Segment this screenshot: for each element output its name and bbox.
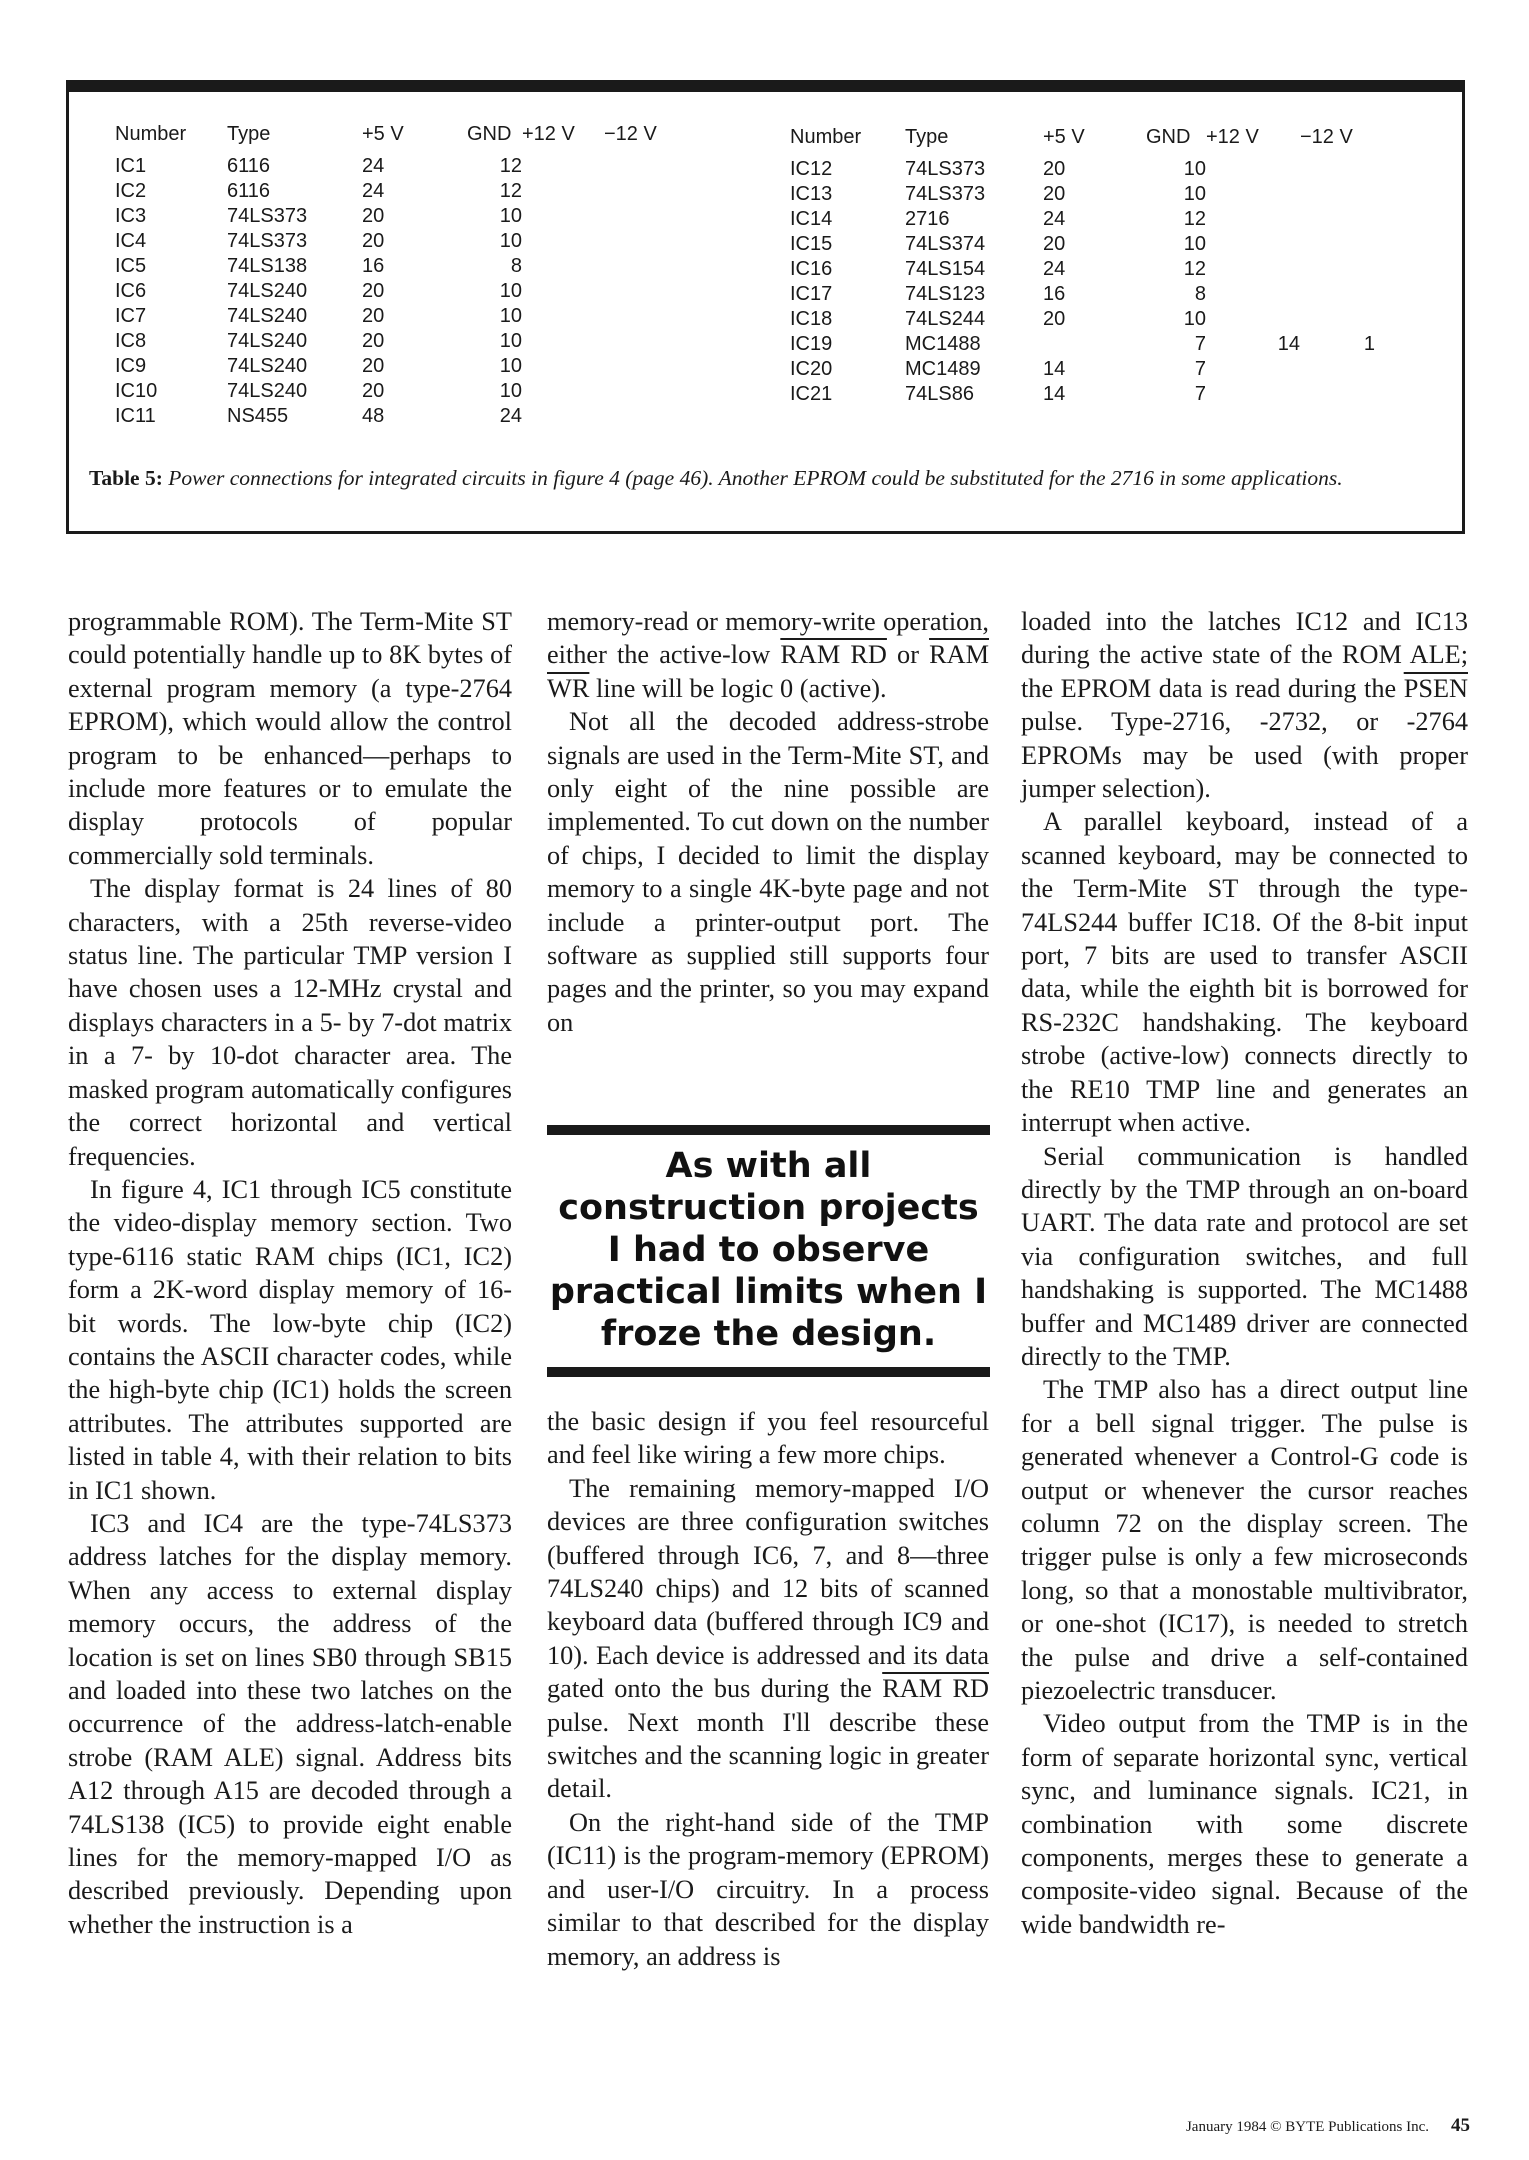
cell-number: IC2 [115,180,147,202]
cell-plus12 [1206,182,1300,207]
cell-gnd: 10 [499,280,522,302]
cell-plus5: 20 [362,230,385,252]
cell-number: IC11 [115,405,156,427]
paragraph [547,605,989,705]
cell-gnd: 10 [499,305,522,327]
cell-number: IC18 [790,308,833,330]
cell-plus12 [1206,307,1300,332]
cell-number: IC1 [115,155,147,177]
cell-plus5: 20 [1043,158,1066,180]
cell-type: MC1488 [905,333,981,355]
cell-minus12 [1300,182,1375,207]
cell-plus12 [522,204,604,229]
cell-number: IC16 [790,258,833,280]
cell-plus12 [1206,232,1300,257]
paragraph: Video output from the TMP is in the form of separate horizontal sync, vertical sync, and luminance signals. IC21, in combination with some discrete components, merges these to generate a composite-video signal. Because of the wide bandwidth re- [1021,1709,1468,1939]
power-table-left [115,122,679,429]
text-run: pulse. Type-2716, -2732, or -2764 EPROMs may be used (with proper jumper selection). [1021,707,1468,804]
table-row [115,154,679,179]
cell-type: 74LS240 [227,305,308,327]
power-table-right [790,125,1375,407]
table-row [790,332,1375,357]
cell-plus12 [1206,207,1300,232]
cell-number: IC12 [790,158,833,180]
table-row [115,329,679,354]
cell-plus5: 24 [1043,258,1066,280]
cell-number: IC4 [115,230,147,252]
cell-type: 74LS374 [905,233,986,255]
cell-type: 74LS86 [905,383,974,405]
table-row [790,257,1375,282]
table-row [115,404,679,429]
table-row [115,304,679,329]
cell-type: 6116 [227,180,271,202]
paragraph: Serial communication is handled directly by the TMP through an on-board UART. The data rate and protocol are set via configuration switches, and full handshaking is supported. The MC1488 buffer and MC1489 driver are connected directly to the TMP. [1021,1141,1468,1371]
cell-type: MC1489 [905,358,981,380]
cell-minus12: 1 [1363,333,1375,355]
cell-number: IC3 [115,205,147,227]
paragraph [1021,605,1468,805]
cell-plus12 [522,404,604,429]
cell-type: 2716 [905,208,950,230]
cell-number: IC13 [790,183,833,205]
table-row [790,157,1375,182]
text-run: pulse. Next month I'll describe these switches and the scanning logic in greater detail. [547,1707,989,1804]
cell-gnd: 10 [499,330,522,352]
text-run: memory-read or memory-write operation, either the active-low [547,607,989,670]
table-row [790,307,1375,332]
cell-plus12: 14 [1277,333,1300,355]
cell-type: 74LS373 [905,183,986,205]
header-plus12: +12 V [1206,126,1259,148]
cell-plus12 [522,229,604,254]
table-header-row [790,125,1375,157]
cell-type: NS455 [227,405,289,427]
cell-minus12 [1300,157,1375,182]
cell-type: 74LS373 [227,205,308,227]
cell-minus12 [604,354,679,379]
header-plus5: +5 V [1043,126,1085,148]
paragraph: Not all the decoded address-strobe signals are used in the Term-Mite ST, and only eight of the nine possible are implemented. To cut down on the number of chips, I decided to limit the display memory to a single 4K-byte page and not include a printer-output port. The software as supplied still supports four pages and the printer, so you may expand on [547,707,989,1037]
pull-quote-rule-bottom [547,1367,990,1377]
cell-plus5: 16 [362,255,385,277]
cell-plus12 [1206,157,1300,182]
cell-gnd: 10 [499,380,522,402]
cell-plus12 [522,279,604,304]
cell-number: IC15 [790,233,833,255]
cell-number: IC5 [115,255,147,277]
cell-plus5: 24 [1043,208,1066,230]
table-row [790,282,1375,307]
header-number: Number [115,123,187,145]
table-row [115,229,679,254]
cell-number: IC6 [115,280,147,302]
cell-minus12 [1300,232,1375,257]
cell-minus12 [1300,282,1375,307]
cell-minus12 [1300,257,1375,282]
cell-type: 74LS240 [227,380,308,402]
cell-plus5: 48 [362,405,385,427]
cell-gnd: 10 [499,205,522,227]
cell-plus5: 20 [362,305,385,327]
cell-plus12 [522,154,604,179]
text-run: line will be logic 0 (active). [589,673,887,703]
cell-gnd: 10 [1183,233,1206,255]
paragraph: IC3 and IC4 are the type-74LS373 address latches for the display memory. When any access to external display memory occurs, the address of the location is set on lines SB0 through SB15 and loaded into these two latches on the occurrence of the address-latch-enable strobe (RAM ALE) signal. Address bits A12 through A15 are decoded through a 74LS138 (IC5) to provide eight enable lines for the memory-mapped I/O as described previously. Depending upon whether the instruction is a [68,1508,512,1939]
paragraph: A parallel keyboard, instead of a scanned keyboard, may be connected to the Term-Mite ST through the type-74LS244 buffer IC18. Of the 8-bit input port, 7 bits are used to transfer ASCII data, while the eighth bit is borrowed for RS-232C handshaking. The keyboard strobe (active-low) connects directly to the RE10 TMP line and generates an interrupt when active. [1021,807,1468,1138]
caption-label: Table 5: [89,466,163,490]
cell-type: 74LS373 [227,230,308,252]
header-number: Number [790,126,862,148]
cell-plus5: 20 [362,355,385,377]
text-run: or [886,640,930,670]
cell-plus5: 20 [362,330,385,352]
header-minus12: −12 V [1300,126,1353,148]
cell-gnd: 7 [1194,333,1206,355]
cell-plus5: 24 [362,155,385,177]
table-header-row [115,122,679,154]
cell-number: IC7 [115,305,147,327]
cell-minus12 [1300,357,1375,382]
cell-plus12 [522,304,604,329]
cell-plus12 [1206,382,1300,407]
table-row [115,379,679,404]
text-run: The remaining memory-mapped I/O devices are three configuration switches (buffered through IC6, 7, and 8—three 74LS240 chips) and 12 bits of scanned keyboard data (buffered through IC9 and 10). Each device is addressed and its data gated onto the bus during the [547,1473,989,1704]
cell-plus5: 20 [362,380,385,402]
cell-gnd: 12 [499,155,522,177]
column-3 [1021,605,1468,1941]
paragraph: On the right-hand side of the TMP (IC11) is the program-memory (EPROM) and user-I/O circuitry. In a process similar to that described for the display memory, an address is [547,1807,989,1971]
cell-gnd: 10 [1183,158,1206,180]
cell-gnd: 12 [1183,208,1206,230]
cell-plus12 [522,254,604,279]
pull-quote-rule-top [547,1125,990,1135]
cell-type: 74LS244 [905,308,986,330]
table-row [115,254,679,279]
cell-minus12 [604,204,679,229]
cell-type: 74LS138 [227,255,308,277]
cell-plus5: 24 [362,180,385,202]
paragraph: The display format is 24 lines of 80 characters, with a 25th reverse-video status line. The particular TMP version I have chosen uses a 12-MHz crystal and displays characters in a 5- by 7-dot matrix in a 7- by 10-dot character area. The masked program automatically configures the correct horizontal and vertical frequencies. [68,874,512,1171]
cell-gnd: 24 [499,405,522,427]
paragraph [547,1472,989,1806]
table-row [790,182,1375,207]
table-row [115,179,679,204]
cell-type: 74LS240 [227,355,308,377]
cell-type: 74LS240 [227,280,308,302]
cell-minus12 [604,404,679,429]
table-row [115,279,679,304]
cell-number: IC19 [790,333,833,355]
header-gnd: GND [467,123,512,145]
paragraph: In figure 4, IC1 through IC5 constitute the video-display memory section. Two type-6116 static RAM chips (IC1, IC2) form a 2K-word display memory of 16-bit words. The low-byte chip (IC2) contains the ASCII character codes, while the high-byte chip (IC1) holds the screen attributes. The attributes supported are listed in table 4, with their relation to bits in IC1 shown. [68,1174,512,1505]
footer-credit: January 1984 © BYTE Publications Inc. [1185,2119,1429,2135]
table-row [115,354,679,379]
cell-gnd: 8 [1194,283,1206,305]
caption-text: Power connections for integrated circuits in figure 4 (page 46). Another EPROM could be substituted for the 2716 in some applications. [168,466,1343,490]
table-caption [89,464,1449,492]
cell-type: 74LS373 [905,158,986,180]
header-gnd: GND [1146,126,1191,148]
cell-minus12 [1300,382,1375,407]
header-plus5: +5 V [362,123,404,145]
page-footer [0,2115,1470,2137]
cell-plus5: 20 [1043,233,1066,255]
table-5 [66,80,1465,534]
cell-plus12 [522,179,604,204]
cell-minus12 [604,254,679,279]
cell-minus12 [604,229,679,254]
header-type: Type [905,126,949,148]
table-row [790,382,1375,407]
signal-ram-rd: RAM RD [780,640,887,670]
column-2-lower [547,1405,989,1973]
cell-gnd: 12 [1183,258,1206,280]
pull-quote-text: As with all construction projects I had to observe practical limits when I froze the design. [549,1146,988,1354]
table-row [790,207,1375,232]
cell-plus12 [522,379,604,404]
cell-number: IC10 [115,380,158,402]
cell-plus12 [1206,257,1300,282]
cell-number: IC8 [115,330,147,352]
text-run: loaded into the latches IC12 and IC13 during the active state of the ROM ALE; the EPROM data is read during the [1021,607,1468,703]
paragraph: programmable ROM). The Term-Mite ST could potentially handle up to 8K bytes of external program memory (a type-2764 EPROM), which would allow the control program to be enhanced—perhaps to include more features or to emulate the display protocols of popular commercially sold terminals. [68,607,512,870]
cell-plus5 [1043,332,1146,357]
cell-type: 74LS154 [905,258,986,280]
cell-plus5: 16 [1043,283,1066,305]
cell-gnd: 10 [1183,308,1206,330]
header-type: Type [227,123,271,145]
paragraph: the basic design if you feel resourceful and feel like wiring a few more chips. [547,1407,989,1470]
cell-gnd: 8 [510,255,522,277]
signal-psen: PSEN [1403,673,1468,703]
cell-minus12 [1300,307,1375,332]
cell-number: IC14 [790,208,833,230]
cell-type: 6116 [227,155,271,177]
column-1 [68,605,512,1941]
cell-plus5: 20 [1043,308,1066,330]
cell-plus5: 20 [1043,183,1066,205]
table-body-left [115,154,679,429]
cell-minus12 [604,154,679,179]
cell-gnd: 7 [1194,383,1206,405]
cell-type: 74LS123 [905,283,986,305]
signal-ram-rd: RAM RD [882,1674,989,1704]
cell-plus12 [1206,357,1300,382]
pull-quote [547,1125,990,1381]
page-number: 45 [1451,2115,1470,2136]
cell-plus12 [522,354,604,379]
cell-minus12 [604,329,679,354]
cell-minus12 [1300,207,1375,232]
cell-type: 74LS240 [227,330,308,352]
cell-gnd: 10 [1183,183,1206,205]
cell-plus5: 14 [1043,358,1066,380]
cell-plus12 [522,329,604,354]
cell-minus12 [604,179,679,204]
cell-plus5: 20 [362,280,385,302]
cell-number: IC9 [115,355,147,377]
table-row [115,204,679,229]
paragraph: The TMP also has a direct output line for a bell signal trigger. The pulse is generated whenever a Control-G code is output or whenever the cursor reaches column 72 on the display screen. The trigger pulse is only a few microseconds long, so that a monostable multivibrator, or one-shot (IC17), is needed to stretch the pulse and drive a self-contained piezoelectric transducer. [1021,1375,1468,1705]
cell-plus5: 20 [362,205,385,227]
cell-gnd: 10 [499,230,522,252]
header-plus12: +12 V [522,123,575,145]
cell-plus12 [1206,282,1300,307]
cell-gnd: 12 [499,180,522,202]
cell-minus12 [604,379,679,404]
cell-number: IC20 [790,358,833,380]
cell-gnd: 7 [1194,358,1206,380]
table-row [790,232,1375,257]
signal-ram-wr: RAM WR [547,640,989,703]
header-minus12: −12 V [604,123,657,145]
table-body-right [790,157,1375,407]
table-row [790,357,1375,382]
cell-number: IC17 [790,283,833,305]
cell-gnd: 10 [499,355,522,377]
cell-minus12 [604,304,679,329]
cell-plus5: 14 [1043,383,1066,405]
cell-minus12 [604,279,679,304]
cell-number: IC21 [790,383,833,405]
